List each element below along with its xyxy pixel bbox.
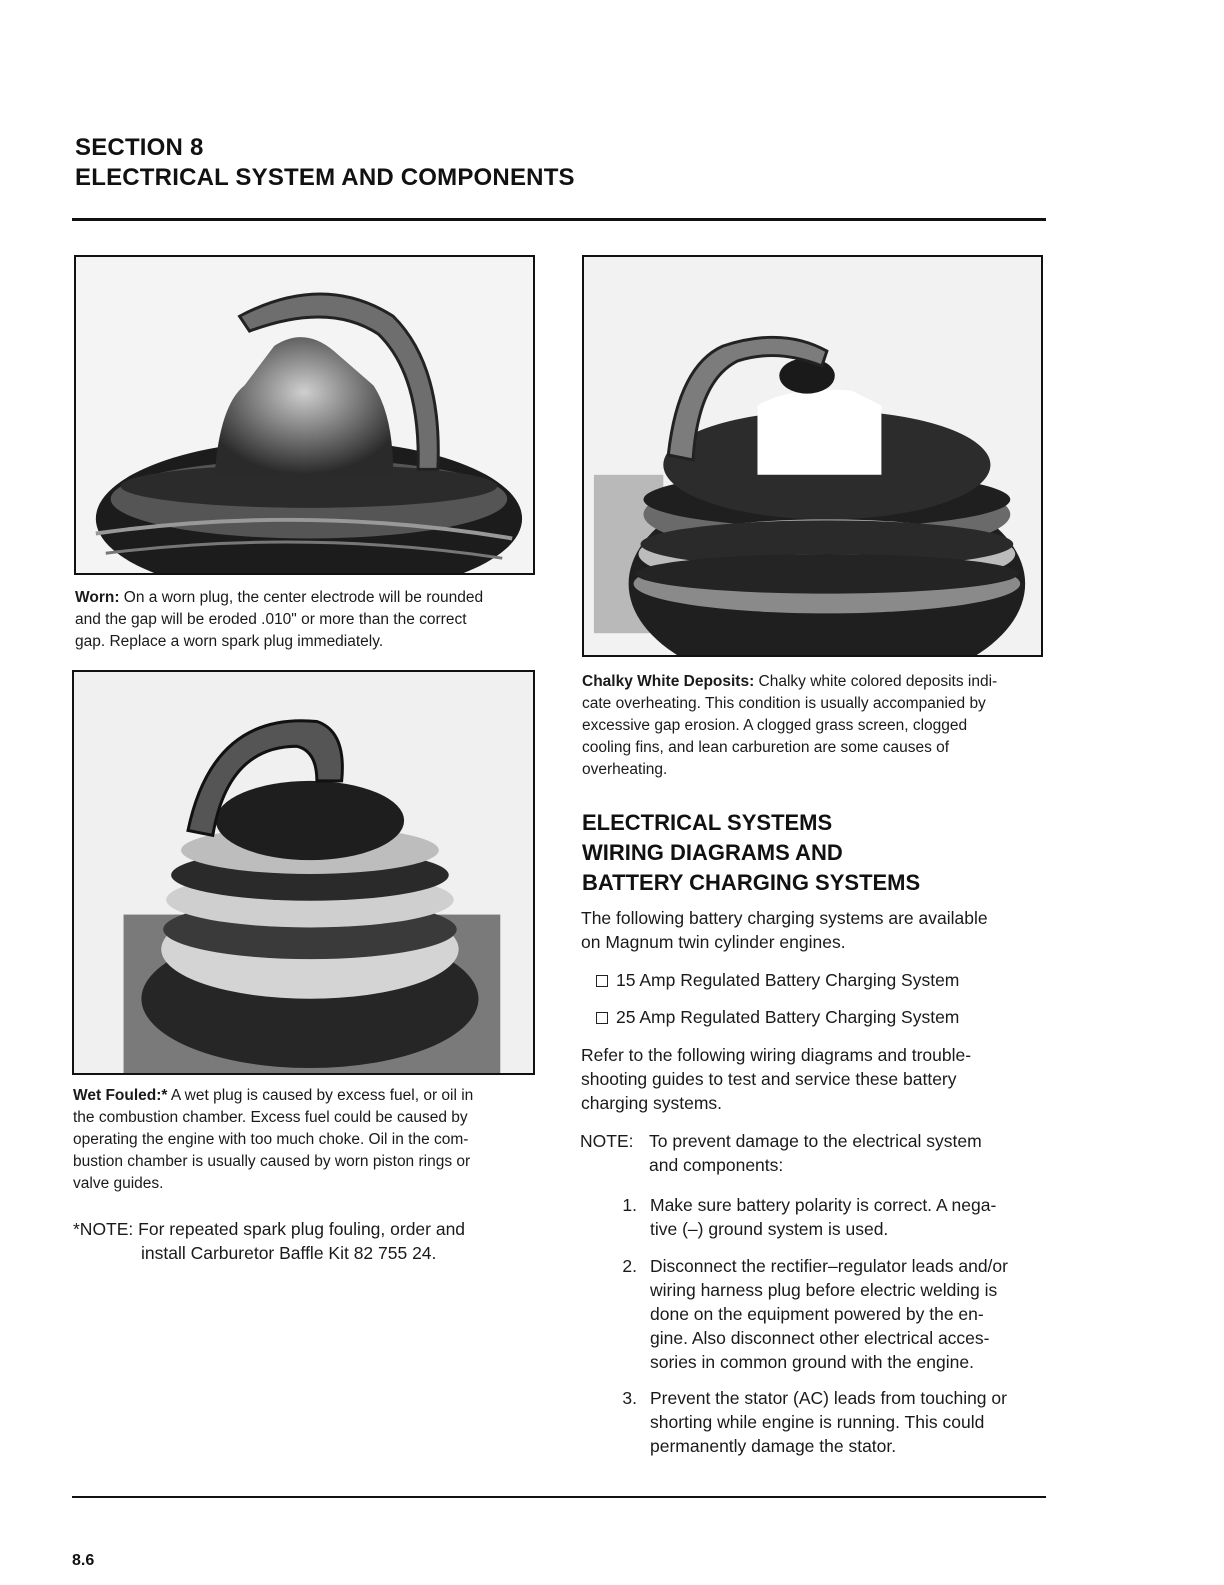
list-item xyxy=(609,1386,1049,1458)
note-text: and components: xyxy=(649,1155,784,1175)
wet-text: bustion chamber is usually caused by worn piston rings or xyxy=(73,1153,471,1170)
item-text: done on the equipment powered by the en- xyxy=(650,1304,984,1324)
note-label: *NOTE: xyxy=(73,1219,134,1239)
intro-line: on Magnum twin cylinder engines. xyxy=(581,932,846,952)
chalky-white-plug-photo xyxy=(582,255,1043,657)
precaution-list xyxy=(609,1193,1049,1493)
chalky-text: cooling fins, and lean carburetion are some causes of xyxy=(582,739,950,756)
page-number: 8.6 xyxy=(72,1552,95,1569)
refer-paragraph xyxy=(581,1043,1043,1115)
section-heading: BATTERY CHARGING SYSTEMS xyxy=(582,870,921,895)
charging-system-list xyxy=(596,968,1036,1029)
item-text: Prevent the stator (AC) leads from touching or xyxy=(650,1388,1007,1408)
item-text: gine. Also disconnect other electrical acces- xyxy=(650,1328,990,1348)
wet-text: the combustion chamber. Excess fuel could be caused by xyxy=(73,1109,468,1126)
checkbox-icon xyxy=(596,975,608,987)
section-heading: ELECTRICAL SYSTEMS xyxy=(582,810,833,835)
chalky-white-caption xyxy=(582,671,1052,781)
intro-line: The following battery charging systems are available xyxy=(581,908,988,928)
wet-text: valve guides. xyxy=(73,1175,164,1192)
item-text: permanently damage the stator. xyxy=(650,1436,897,1456)
item-text: Make sure battery polarity is correct. A nega- xyxy=(650,1195,997,1215)
wet-fouled-plug-photo xyxy=(72,670,535,1075)
intro-paragraph xyxy=(581,906,1043,954)
chalky-label: Chalky White Deposits: xyxy=(582,673,755,690)
list-item xyxy=(596,1005,1036,1029)
electrical-note xyxy=(580,1129,1045,1189)
item-text: wiring harness plug before electric welding is xyxy=(650,1280,998,1300)
worn-caption xyxy=(75,587,545,653)
worn-plug-photo xyxy=(74,255,535,575)
system-label: 25 Amp Regulated Battery Charging System xyxy=(616,1007,960,1027)
electrical-systems-section xyxy=(582,808,1042,898)
fouling-note xyxy=(73,1217,543,1265)
item-number: 2. xyxy=(622,1256,637,1276)
item-text: tive (–) ground system is used. xyxy=(650,1219,889,1239)
system-label: 15 Amp Regulated Battery Charging System xyxy=(616,970,960,990)
refer-line: Refer to the following wiring diagrams and trouble- xyxy=(581,1045,972,1065)
note-label: NOTE: xyxy=(580,1131,634,1151)
note-text: To prevent damage to the electrical system xyxy=(649,1131,982,1151)
chalky-text: excessive gap erosion. A clogged grass screen, clogged xyxy=(582,717,968,734)
refer-line: charging systems. xyxy=(581,1093,723,1113)
worn-text: On a worn plug, the center electrode will be rounded xyxy=(119,589,484,606)
section-heading: WIRING DIAGRAMS AND xyxy=(582,840,843,865)
note-text: For repeated spark plug fouling, order and xyxy=(138,1219,466,1239)
item-number: 1. xyxy=(622,1195,637,1215)
section-number: SECTION 8 xyxy=(75,134,204,161)
worn-text: and the gap will be eroded .010" or more than the correct xyxy=(75,611,467,628)
wet-label: Wet Fouled:* xyxy=(73,1087,168,1104)
note-text: install Carburetor Baffle Kit 82 755 24. xyxy=(141,1243,437,1263)
chalky-text: overheating. xyxy=(582,761,668,778)
refer-line: shooting guides to test and service these battery xyxy=(581,1069,957,1089)
wet-fouled-caption xyxy=(73,1085,543,1195)
worn-text: gap. Replace a worn spark plug immediately. xyxy=(75,633,384,650)
wet-text: A wet plug is caused by excess fuel, or oil in xyxy=(167,1087,474,1104)
wet-text: operating the engine with too much choke. Oil in the com- xyxy=(73,1131,469,1148)
checkbox-icon xyxy=(596,1012,608,1024)
footer-rule xyxy=(72,1496,1046,1498)
list-item xyxy=(596,968,1036,1005)
list-item xyxy=(609,1193,1049,1241)
section-header xyxy=(75,133,975,193)
chalky-text: Chalky white colored deposits indi- xyxy=(754,673,998,690)
item-number: 3. xyxy=(622,1388,637,1408)
item-text: shorting while engine is running. This could xyxy=(650,1412,985,1432)
item-text: Disconnect the rectifier–regulator leads and/or xyxy=(650,1256,1008,1276)
chalky-text: cate overheating. This condition is usually accompanied by xyxy=(582,695,986,712)
list-item xyxy=(609,1254,1049,1374)
section-title: ELECTRICAL SYSTEM AND COMPONENTS xyxy=(75,164,575,191)
worn-label: Worn: xyxy=(75,589,120,606)
header-rule xyxy=(72,218,1046,221)
item-text: sories in common ground with the engine. xyxy=(650,1352,974,1372)
